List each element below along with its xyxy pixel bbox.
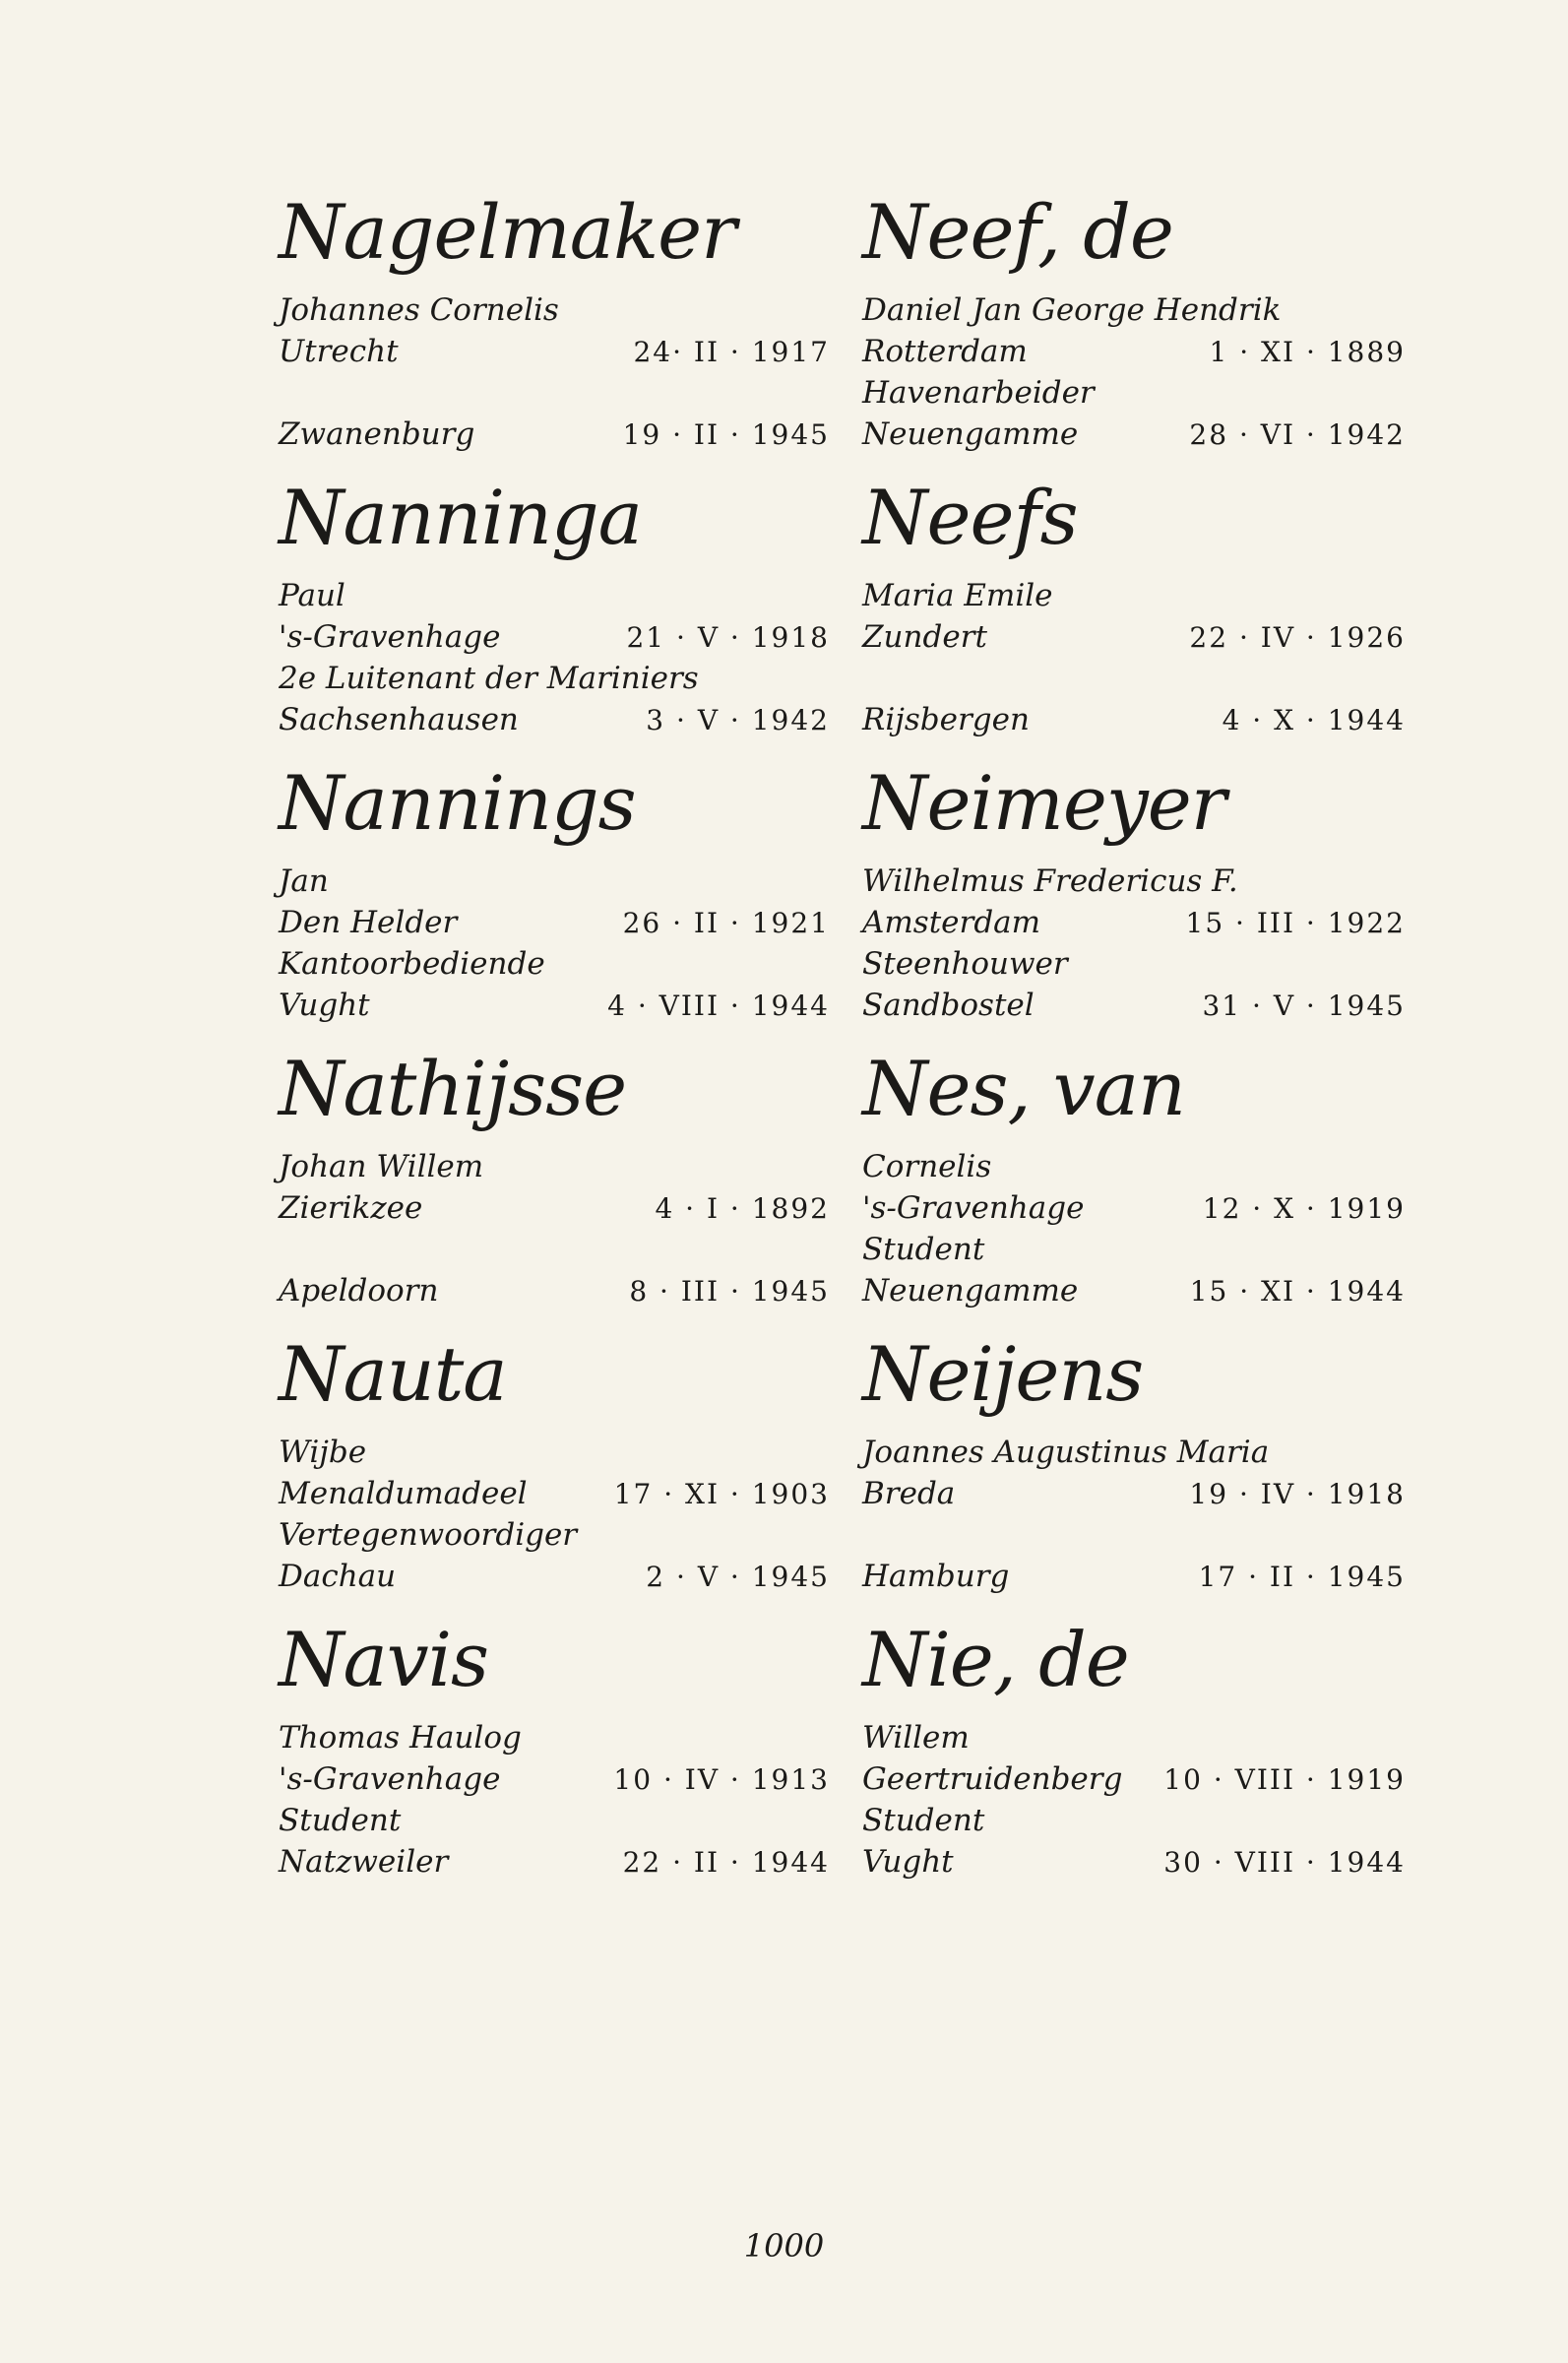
occupation: Student xyxy=(279,1803,402,1838)
surname: Nannings xyxy=(279,759,636,847)
surname: Nie, de xyxy=(862,1616,1129,1703)
surname: Nagelmaker xyxy=(279,188,736,276)
occupation-line xyxy=(862,1229,1406,1270)
death-place: Neuengamme xyxy=(862,1273,1079,1309)
birth-date: 15 · III · 1922 xyxy=(1185,907,1406,939)
occupation: Steenhouwer xyxy=(862,946,1068,982)
birth-place: 's-Gravenhage xyxy=(279,619,501,655)
given-names-line xyxy=(279,575,830,616)
birth-line xyxy=(862,331,1406,372)
person-entry xyxy=(862,1613,1406,1898)
given-names: Maria Emile xyxy=(862,578,1053,613)
death-line xyxy=(862,699,1406,740)
death-place: Neuengamme xyxy=(862,416,1079,452)
person-entry xyxy=(862,756,1406,1042)
death-line xyxy=(862,1841,1406,1883)
given-names: Johannes Cornelis xyxy=(279,292,559,328)
surname: Neijens xyxy=(862,1330,1144,1418)
occupation-line xyxy=(862,1800,1406,1841)
birth-place: Zundert xyxy=(862,619,987,655)
death-place: Vught xyxy=(279,988,370,1023)
death-place: Dachau xyxy=(279,1559,397,1594)
given-names: Jan xyxy=(279,863,329,899)
given-names: Wijbe xyxy=(279,1435,367,1470)
death-line xyxy=(279,1270,830,1311)
person-entry xyxy=(862,471,1406,756)
person-entry xyxy=(862,185,1406,471)
occupation-line xyxy=(862,372,1406,414)
occupation-line xyxy=(279,1514,830,1556)
birth-date: 19 · IV · 1918 xyxy=(1189,1478,1406,1510)
birth-line xyxy=(279,1187,830,1229)
death-place: Rijsbergen xyxy=(862,702,1030,737)
birth-date: 26 · II · 1921 xyxy=(622,907,830,939)
birth-line xyxy=(279,902,830,943)
given-names-line xyxy=(279,1432,830,1473)
death-place: Vught xyxy=(862,1844,954,1880)
given-names-line xyxy=(862,861,1406,902)
given-names-line xyxy=(279,289,830,331)
birth-place: Zierikzee xyxy=(279,1190,423,1226)
birth-line xyxy=(862,1473,1406,1514)
surname: Nanninga xyxy=(279,474,642,561)
given-names-line xyxy=(862,289,1406,331)
given-names: Cornelis xyxy=(862,1149,992,1184)
person-entry xyxy=(279,185,830,471)
birth-place: Rotterdam xyxy=(862,334,1028,369)
death-place: Hamburg xyxy=(862,1559,1010,1594)
death-line xyxy=(862,1556,1406,1597)
death-date: 15 · XI · 1944 xyxy=(1189,1275,1406,1308)
death-line xyxy=(862,1270,1406,1311)
birth-date: 10 · VIII · 1919 xyxy=(1163,1763,1406,1796)
given-names: Thomas Haulog xyxy=(279,1720,522,1756)
death-line xyxy=(862,985,1406,1026)
given-names-line xyxy=(279,1146,830,1187)
page-number: 1000 xyxy=(743,2227,825,2265)
given-names: Paul xyxy=(279,578,345,613)
occupation-line xyxy=(862,1514,1406,1556)
death-date: 4 · VIII · 1944 xyxy=(607,990,830,1022)
birth-line xyxy=(862,1758,1406,1800)
occupation-line xyxy=(279,1229,830,1270)
occupation-line xyxy=(279,943,830,985)
given-names-line xyxy=(862,575,1406,616)
birth-date: 10 · IV · 1913 xyxy=(613,1763,830,1796)
death-date: 4 · X · 1944 xyxy=(1222,704,1406,736)
given-names: Daniel Jan George Hendrik xyxy=(862,292,1282,328)
occupation: Student xyxy=(862,1232,985,1267)
birth-line xyxy=(862,902,1406,943)
birth-place: Breda xyxy=(862,1476,956,1511)
death-place: Natzweiler xyxy=(279,1844,449,1880)
birth-line xyxy=(279,1758,830,1800)
birth-line xyxy=(862,1187,1406,1229)
death-place: Sandbostel xyxy=(862,988,1035,1023)
given-names: Wilhelmus Fredericus F. xyxy=(862,863,1238,899)
person-entry xyxy=(279,471,830,756)
birth-line xyxy=(279,1473,830,1514)
occupation: Student xyxy=(862,1803,985,1838)
death-date: 8 · III · 1945 xyxy=(629,1275,830,1308)
surname: Nes, van xyxy=(862,1045,1185,1132)
birth-date: 1 · XI · 1889 xyxy=(1209,336,1406,368)
given-names-line xyxy=(862,1717,1406,1758)
occupation-line xyxy=(862,658,1406,699)
occupation-line xyxy=(279,1800,830,1841)
death-line xyxy=(862,414,1406,455)
occupation: Havenarbeider xyxy=(862,375,1095,411)
surname: Neimeyer xyxy=(862,759,1226,847)
person-entry xyxy=(279,1613,830,1898)
birth-date: 22 · IV · 1926 xyxy=(1189,621,1406,654)
birth-line xyxy=(279,616,830,658)
occupation-line xyxy=(279,372,830,414)
person-entry xyxy=(862,1042,1406,1327)
given-names: Joannes Augustinus Maria xyxy=(862,1435,1270,1470)
death-line xyxy=(279,985,830,1026)
given-names-line xyxy=(862,1432,1406,1473)
death-date: 22 · II · 1944 xyxy=(622,1846,830,1879)
birth-line xyxy=(862,616,1406,658)
birth-place: Geertruidenberg xyxy=(862,1761,1123,1797)
right-column xyxy=(862,185,1406,1898)
death-line xyxy=(279,1556,830,1597)
surname: Neefs xyxy=(862,474,1078,561)
birth-date: 21 · V · 1918 xyxy=(626,621,830,654)
person-entry xyxy=(279,1042,830,1327)
occupation: Kantoorbediende xyxy=(279,946,545,982)
birth-place: Den Helder xyxy=(279,905,458,940)
surname: Nathijsse xyxy=(279,1045,627,1132)
person-entry xyxy=(279,756,830,1042)
death-date: 2 · V · 1945 xyxy=(646,1561,830,1593)
occupation-line xyxy=(862,943,1406,985)
death-place: Apeldoorn xyxy=(279,1273,439,1309)
given-names: Willem xyxy=(862,1720,970,1756)
death-place: Zwanenburg xyxy=(279,416,475,452)
occupation-line xyxy=(279,658,830,699)
death-line xyxy=(279,1841,830,1883)
death-line xyxy=(279,699,830,740)
death-date: 19 · II · 1945 xyxy=(622,418,830,451)
birth-place: 's-Gravenhage xyxy=(862,1190,1085,1226)
death-date: 17 · II · 1945 xyxy=(1198,1561,1406,1593)
birth-date: 17 · XI · 1903 xyxy=(613,1478,830,1510)
surname: Nauta xyxy=(279,1330,507,1418)
birth-date: 4 · I · 1892 xyxy=(655,1192,830,1225)
occupation: Vertegenwoordiger xyxy=(279,1517,578,1553)
birth-place: Utrecht xyxy=(279,334,399,369)
given-names: Johan Willem xyxy=(279,1149,484,1184)
death-date: 3 · V · 1942 xyxy=(646,704,830,736)
surname: Navis xyxy=(279,1616,489,1703)
birth-date: 24· II · 1917 xyxy=(633,336,830,368)
death-place: Sachsenhausen xyxy=(279,702,519,737)
left-column xyxy=(279,185,830,1898)
given-names-line xyxy=(279,861,830,902)
death-line xyxy=(279,414,830,455)
occupation: 2e Luitenant der Mariniers xyxy=(279,661,699,696)
person-entry xyxy=(862,1327,1406,1613)
birth-place: Menaldumadeel xyxy=(279,1476,528,1511)
given-names-line xyxy=(862,1146,1406,1187)
birth-place: Amsterdam xyxy=(862,905,1041,940)
death-date: 31 · V · 1945 xyxy=(1202,990,1406,1022)
given-names-line xyxy=(279,1717,830,1758)
death-date: 28 · VI · 1942 xyxy=(1189,418,1406,451)
surname: Neef, de xyxy=(862,188,1173,276)
birth-date: 12 · X · 1919 xyxy=(1202,1192,1406,1225)
birth-line xyxy=(279,331,830,372)
death-date: 30 · VIII · 1944 xyxy=(1163,1846,1406,1879)
person-entry xyxy=(279,1327,830,1613)
birth-place: 's-Gravenhage xyxy=(279,1761,501,1797)
